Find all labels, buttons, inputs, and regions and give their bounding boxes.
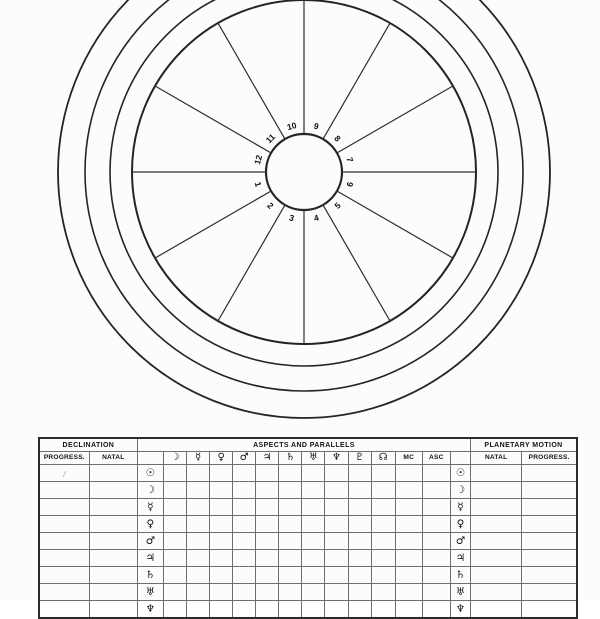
- aspect-cell: [348, 584, 371, 601]
- neptune-icon: ♆: [450, 601, 470, 619]
- declination-cell: [89, 584, 137, 601]
- aspect-cell: [325, 465, 348, 482]
- motion-cell: [522, 601, 577, 619]
- aspect-cell: [163, 533, 186, 550]
- house-cusp-line: [323, 205, 390, 321]
- table-row-mercury: [39, 499, 577, 516]
- aspect-cell: [325, 601, 348, 619]
- aspect-cell: [422, 567, 450, 584]
- aspect-cell: [186, 499, 209, 516]
- aspect-cell: [163, 601, 186, 619]
- aspect-cell: [279, 601, 302, 619]
- house-number-10: 10: [285, 120, 298, 133]
- house-cusp-line: [337, 191, 453, 258]
- aspect-cell: [256, 567, 279, 584]
- aspect-cell: [325, 482, 348, 499]
- aspect-cell: [422, 482, 450, 499]
- declination-cell: [89, 550, 137, 567]
- aspect-cell: [348, 482, 371, 499]
- table-row-sun: [39, 465, 577, 482]
- aspect-cell: [186, 482, 209, 499]
- aspect-cell: [325, 499, 348, 516]
- sun-icon: ☉: [137, 465, 163, 482]
- declination-cell: [89, 516, 137, 533]
- declination-progress-header: PROGRESS.: [39, 452, 89, 465]
- aspect-cell: [186, 550, 209, 567]
- aspect-cell: [395, 533, 422, 550]
- aspect-cell: [163, 465, 186, 482]
- aspect-cell: [422, 533, 450, 550]
- aspect-cell: [233, 482, 256, 499]
- jupiter-icon: ♃: [450, 550, 470, 567]
- aspect-cell: [210, 567, 233, 584]
- house-number-11: 11: [263, 131, 278, 146]
- table-row-jupiter: [39, 550, 577, 567]
- house-number-3: 3: [288, 212, 296, 224]
- declination-cell: [89, 567, 137, 584]
- aspect-cell: [186, 584, 209, 601]
- aspect-cell: [163, 550, 186, 567]
- aspect-cell: [422, 584, 450, 601]
- mc-column-header: MC: [395, 452, 422, 465]
- jupiter-column-header: ♃: [256, 452, 279, 465]
- aspect-cell: [210, 584, 233, 601]
- aspect-cell: [348, 550, 371, 567]
- asc-column-header: ASC: [422, 452, 450, 465]
- motion-cell: [522, 465, 577, 482]
- aspect-cell: [348, 465, 371, 482]
- aspect-cell: [279, 516, 302, 533]
- aspect-cell: [422, 601, 450, 619]
- uranus-icon: ♅: [450, 584, 470, 601]
- aspect-cell: [256, 465, 279, 482]
- mercury-icon: ☿: [137, 499, 163, 516]
- motion-natal-header: NATAL: [471, 452, 522, 465]
- aspect-cell: [302, 516, 325, 533]
- motion-cell: [471, 499, 522, 516]
- table-row-neptune: [39, 601, 577, 619]
- mars-column-header: ♂: [233, 452, 256, 465]
- aspect-cell: [186, 465, 209, 482]
- aspect-cell: [163, 499, 186, 516]
- aspect-cell: [186, 516, 209, 533]
- declination-cell: [39, 499, 89, 516]
- aspect-cell: [422, 550, 450, 567]
- planetary-motion-header: PLANETARY MOTION: [471, 438, 577, 452]
- aspect-cell: [163, 482, 186, 499]
- aspect-cell: [256, 516, 279, 533]
- neptune-icon: ♆: [137, 601, 163, 619]
- aspect-cell: [371, 601, 395, 619]
- motion-cell: [522, 533, 577, 550]
- jupiter-icon: ♃: [137, 550, 163, 567]
- declination-cell: [89, 601, 137, 619]
- aspect-cell: [348, 533, 371, 550]
- motion-cell: [471, 584, 522, 601]
- aspect-cell: [395, 499, 422, 516]
- aspect-cell: [302, 550, 325, 567]
- aspect-cell: [302, 584, 325, 601]
- aspect-cell: [210, 550, 233, 567]
- house-number-8: 8: [332, 133, 343, 144]
- aspect-cell: [210, 482, 233, 499]
- motion-cell: [471, 567, 522, 584]
- aspect-cell: [325, 550, 348, 567]
- declination-cell: [39, 550, 89, 567]
- aspect-cell: [422, 516, 450, 533]
- house-number-4: 4: [312, 212, 320, 224]
- aspect-cell: [186, 601, 209, 619]
- aspect-cell: [256, 533, 279, 550]
- declination-cell: [89, 533, 137, 550]
- aspect-cell: [186, 567, 209, 584]
- moon-column-header: ☽: [163, 452, 186, 465]
- mars-icon: ♂: [450, 533, 470, 550]
- saturn-column-header: ♄: [279, 452, 302, 465]
- aspect-cell: [233, 601, 256, 619]
- aspect-cell: [371, 499, 395, 516]
- aspect-cell: [395, 465, 422, 482]
- aspect-cell: [302, 482, 325, 499]
- motion-cell: [522, 499, 577, 516]
- declination-cell: [89, 499, 137, 516]
- motion-cell: [522, 567, 577, 584]
- pluto-column-header: ♇: [348, 452, 371, 465]
- aspect-cell: [163, 516, 186, 533]
- house-number-2: 2: [265, 200, 276, 211]
- aspect-cell: [279, 567, 302, 584]
- house-number-7: 7: [344, 156, 356, 164]
- aspect-cell: [395, 601, 422, 619]
- aspect-cell: [348, 567, 371, 584]
- house-cusp-line: [218, 23, 285, 139]
- aspect-cell: [325, 567, 348, 584]
- saturn-icon: ♄: [450, 567, 470, 584]
- declination-header: DECLINATION: [39, 438, 137, 452]
- aspect-cell: [233, 516, 256, 533]
- neptune-column-header: ♆: [325, 452, 348, 465]
- declination-cell: [89, 482, 137, 499]
- aspect-cell: [233, 584, 256, 601]
- north-node-column-header: ☊: [371, 452, 395, 465]
- aspect-cell: [256, 584, 279, 601]
- aspect-cell: [233, 550, 256, 567]
- aspect-cell: [371, 584, 395, 601]
- aspect-cell: [279, 584, 302, 601]
- declination-cell: [39, 567, 89, 584]
- aspect-cell: [371, 482, 395, 499]
- aspect-cell: [302, 465, 325, 482]
- aspect-cell: [371, 567, 395, 584]
- aspect-cell: [210, 465, 233, 482]
- declination-cell: [89, 465, 137, 482]
- aspect-cell: [279, 533, 302, 550]
- aspect-cell: [210, 601, 233, 619]
- stray-mark: /: [63, 470, 66, 479]
- declination-cell: [39, 516, 89, 533]
- aspect-cell: [302, 499, 325, 516]
- house-cusp-line: [218, 205, 285, 321]
- aspect-cell: [422, 465, 450, 482]
- aspect-cell: [348, 499, 371, 516]
- house-cusp-line: [155, 191, 271, 258]
- motion-cell: [522, 550, 577, 567]
- house-cusp-line: [155, 86, 271, 153]
- aspect-cell: [279, 550, 302, 567]
- house-cusp-line: [323, 23, 390, 139]
- aspect-cell: [256, 482, 279, 499]
- motion-cell: [522, 584, 577, 601]
- aspect-cell: [233, 533, 256, 550]
- motion-progress-header: PROGRESS.: [522, 452, 577, 465]
- aspect-cell: [371, 550, 395, 567]
- table-row-venus: [39, 516, 577, 533]
- aspect-cell: [163, 567, 186, 584]
- declination-cell: [39, 584, 89, 601]
- aspect-cell: [256, 601, 279, 619]
- declination-cell: [39, 533, 89, 550]
- mercury-icon: ☿: [450, 499, 470, 516]
- aspect-cell: [422, 499, 450, 516]
- aspect-cell: [395, 482, 422, 499]
- declination-cell: [39, 465, 89, 482]
- house-number-5: 5: [332, 200, 343, 211]
- aspect-cell: [395, 567, 422, 584]
- column-header-row: [39, 452, 577, 465]
- planet-label-header-right: [450, 452, 470, 465]
- house-number-6: 6: [344, 180, 356, 188]
- aspect-cell: [256, 499, 279, 516]
- aspect-cell: [395, 516, 422, 533]
- moon-icon: ☽: [137, 482, 163, 499]
- aspect-cell: [256, 550, 279, 567]
- aspect-cell: [325, 533, 348, 550]
- table-row-moon: [39, 482, 577, 499]
- aspect-cell: [279, 465, 302, 482]
- venus-column-header: ♀: [210, 452, 233, 465]
- aspect-grid-table: [38, 437, 578, 619]
- aspect-cell: [302, 601, 325, 619]
- aspect-cell: [395, 550, 422, 567]
- motion-cell: [522, 482, 577, 499]
- aspect-cell: [210, 533, 233, 550]
- house-number-9: 9: [312, 120, 320, 132]
- motion-cell: [471, 516, 522, 533]
- declination-cell: [39, 601, 89, 619]
- aspect-cell: [210, 499, 233, 516]
- aspect-cell: [302, 567, 325, 584]
- aspect-cell: [371, 516, 395, 533]
- motion-cell: [471, 533, 522, 550]
- uranus-icon: ♅: [137, 584, 163, 601]
- aspect-cell: [325, 584, 348, 601]
- motion-cell: [471, 601, 522, 619]
- aspect-cell: [279, 482, 302, 499]
- table-row-saturn: [39, 567, 577, 584]
- mars-icon: ♂: [137, 533, 163, 550]
- center-circle: [266, 134, 342, 210]
- sun-icon: ☉: [450, 465, 470, 482]
- aspect-cell: [233, 499, 256, 516]
- aspect-cell: [371, 465, 395, 482]
- aspect-cell: [233, 465, 256, 482]
- aspects-parallels-header: ASPECTS AND PARALLELS: [137, 438, 470, 452]
- aspect-cell: [279, 499, 302, 516]
- uranus-column-header: ♅: [302, 452, 325, 465]
- aspect-cell: [371, 533, 395, 550]
- venus-icon: ♀: [450, 516, 470, 533]
- aspect-cell: [302, 533, 325, 550]
- motion-cell: [522, 516, 577, 533]
- aspect-cell: [210, 516, 233, 533]
- motion-cell: [471, 550, 522, 567]
- aspect-cell: [233, 567, 256, 584]
- section-header-row: [39, 438, 577, 452]
- aspect-cell: [163, 584, 186, 601]
- table-row-uranus: [39, 584, 577, 601]
- aspect-cell: [325, 516, 348, 533]
- motion-cell: [471, 465, 522, 482]
- mercury-column-header: ☿: [186, 452, 209, 465]
- house-number-1: 1: [252, 180, 264, 188]
- aspect-cell: [395, 584, 422, 601]
- aspect-cell: [186, 533, 209, 550]
- motion-cell: [471, 482, 522, 499]
- table-row-mars: [39, 533, 577, 550]
- house-number-12: 12: [252, 153, 265, 166]
- venus-icon: ♀: [137, 516, 163, 533]
- moon-icon: ☽: [450, 482, 470, 499]
- aspect-cell: [348, 601, 371, 619]
- aspect-cell: [348, 516, 371, 533]
- declination-natal-header: NATAL: [89, 452, 137, 465]
- saturn-icon: ♄: [137, 567, 163, 584]
- declination-cell: [39, 482, 89, 499]
- house-cusp-line: [337, 86, 453, 153]
- planet-label-header-left: [137, 452, 163, 465]
